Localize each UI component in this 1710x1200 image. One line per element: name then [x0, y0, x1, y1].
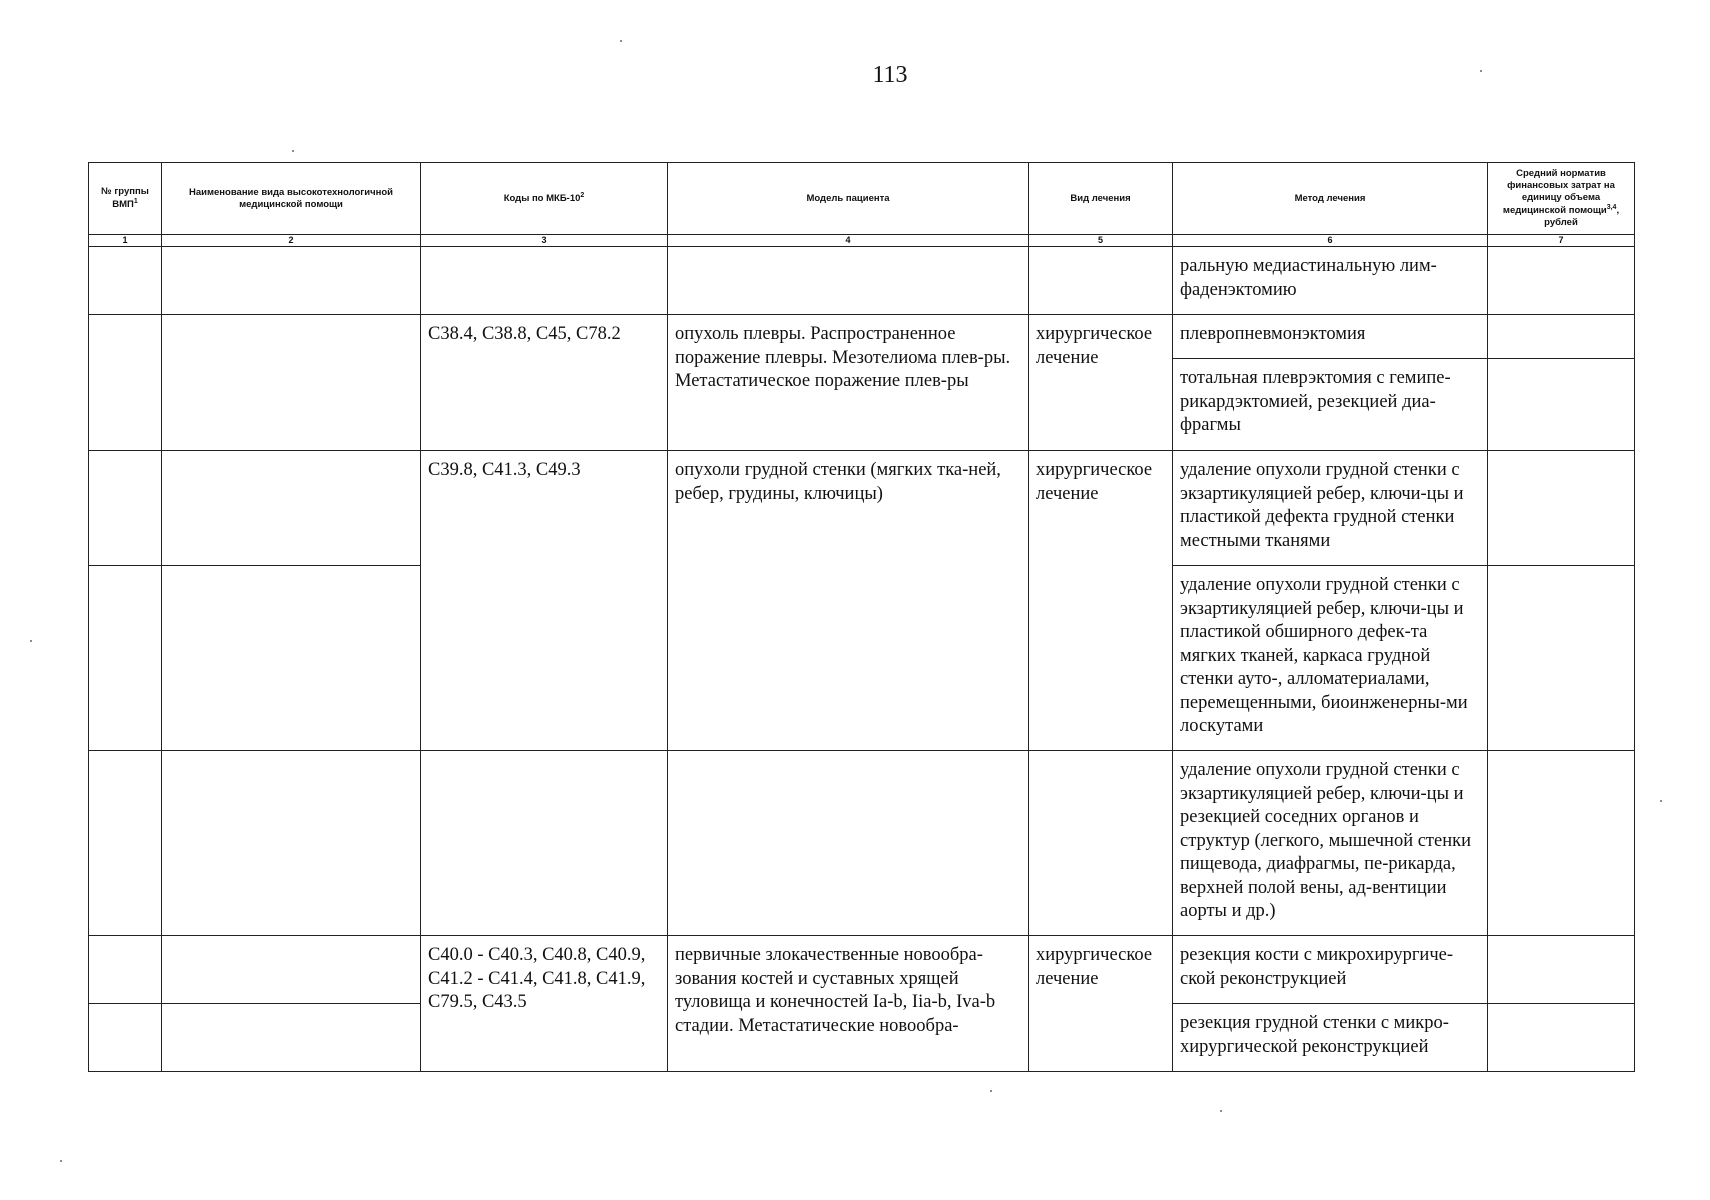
type-cell	[1029, 751, 1173, 936]
column-number: 4	[668, 235, 1029, 247]
model-cell	[668, 247, 1029, 315]
header-cost-standard: Средний норматив финансовых затрат на единицу объема медицинской помощи$^{3,4}$, рублей	[1488, 163, 1635, 235]
cost-cell	[1488, 1004, 1635, 1072]
method-cell: резекция грудной стенки с микро-хирургической реконструкцией	[1173, 1004, 1488, 1072]
type-cell: хирургическое лечение	[1029, 451, 1173, 751]
method-cell: удаление опухоли грудной стенки с экзартикуляцией ребер, ключи-цы и пластикой обширного дефек-та мягких тканей, каркаса грудной стенки ауто-, алломатериалами, перемещенными, биоинженерны-ми лоскутами	[1173, 566, 1488, 751]
scan-speckle	[60, 1160, 62, 1162]
model-cell: опухоль плевры. Распространенное поражение плевры. Мезотелиома плев-ры. Метастатическое поражение плев-ры	[668, 315, 1029, 451]
care-type-cell	[162, 566, 421, 751]
type-cell: хирургическое лечение	[1029, 936, 1173, 1072]
scan-speckle	[1660, 800, 1662, 802]
group-cell	[89, 315, 162, 451]
table-row	[89, 315, 1635, 359]
method-cell: удаление опухоли грудной стенки с экзартикуляцией ребер, ключи-цы и пластикой дефекта грудной стенки местными тканями	[1173, 451, 1488, 566]
cost-cell	[1488, 247, 1635, 315]
header-group-number: № группы ВМП$^1$	[89, 163, 162, 235]
header-row	[89, 163, 1635, 235]
type-cell: хирургическое лечение	[1029, 315, 1173, 451]
group-cell	[89, 451, 162, 566]
column-number: 5	[1029, 235, 1173, 247]
method-cell: удаление опухоли грудной стенки с экзартикуляцией ребер, ключи-цы и резекцией соседних органов и структур (легкого, мышечной стенки пищевода, диафрагмы, пе-рикарда, верхней полой вены, ад-вентиции аорты и др.)	[1173, 751, 1488, 936]
codes-cell: C39.8, C41.3, C49.3	[421, 451, 668, 751]
column-number-row	[89, 235, 1635, 247]
care-type-cell	[162, 1004, 421, 1072]
table-row	[89, 751, 1635, 936]
cost-cell	[1488, 566, 1635, 751]
model-cell: опухоли грудной стенки (мягких тка-ней, ребер, грудины, ключицы)	[668, 451, 1029, 751]
scan-speckle	[620, 40, 622, 42]
scan-speckle	[1220, 1110, 1222, 1112]
codes-cell: C40.0 - C40.3, C40.8, C40.9, C41.2 - C41.4, C41.8, C41.9, C79.5, C43.5	[421, 936, 668, 1072]
cost-cell	[1488, 751, 1635, 936]
care-type-cell	[162, 315, 421, 451]
group-cell	[89, 751, 162, 936]
table-row	[89, 451, 1635, 566]
group-cell	[89, 1004, 162, 1072]
type-cell	[1029, 247, 1173, 315]
method-cell: тотальная плеврэктомия с гемипе-рикардэктомией, резекцией диа-фрагмы	[1173, 359, 1488, 451]
model-cell: первичные злокачественные новообра-зования костей и суставных хрящей туловища и конечностей Ia-b, Iia-b, Iva-b стадии. Метастатические новообра-	[668, 936, 1029, 1072]
column-number: 7	[1488, 235, 1635, 247]
cost-cell	[1488, 359, 1635, 451]
care-type-cell	[162, 751, 421, 936]
column-number: 6	[1173, 235, 1488, 247]
column-number: 2	[162, 235, 421, 247]
scan-speckle	[30, 640, 32, 642]
codes-cell	[421, 247, 668, 315]
care-type-cell	[162, 247, 421, 315]
medical-care-table	[88, 162, 1635, 1072]
header-care-type-name: Наименование вида высокотехнологичной медицинской помощи	[162, 163, 421, 235]
scan-speckle	[990, 1090, 992, 1092]
header-treatment-type: Вид лечения	[1029, 163, 1173, 235]
page-number: 113	[872, 62, 908, 88]
cost-cell	[1488, 315, 1635, 359]
group-cell	[89, 247, 162, 315]
method-cell: ральную медиастинальную лим-фаденэктомию	[1173, 247, 1488, 315]
cost-cell	[1488, 936, 1635, 1004]
method-cell: резекция кости с микрохирургиче-ской реконструкцией	[1173, 936, 1488, 1004]
care-type-cell	[162, 451, 421, 566]
header-icd-codes: Коды по МКБ-$10^2$	[421, 163, 668, 235]
codes-cell	[421, 751, 668, 936]
care-type-cell	[162, 936, 421, 1004]
cost-cell	[1488, 451, 1635, 566]
codes-cell: C38.4, C38.8, C45, C78.2	[421, 315, 668, 451]
column-number: 3	[421, 235, 668, 247]
header-patient-model: Модель пациента	[668, 163, 1029, 235]
table-row	[89, 247, 1635, 315]
group-cell	[89, 566, 162, 751]
method-cell: плевропневмонэктомия	[1173, 315, 1488, 359]
scan-speckle	[1480, 70, 1482, 72]
header-treatment-method: Метод лечения	[1173, 163, 1488, 235]
column-number: 1	[89, 235, 162, 247]
table-row	[89, 936, 1635, 1004]
scan-speckle	[292, 150, 294, 152]
group-cell	[89, 936, 162, 1004]
model-cell	[668, 751, 1029, 936]
